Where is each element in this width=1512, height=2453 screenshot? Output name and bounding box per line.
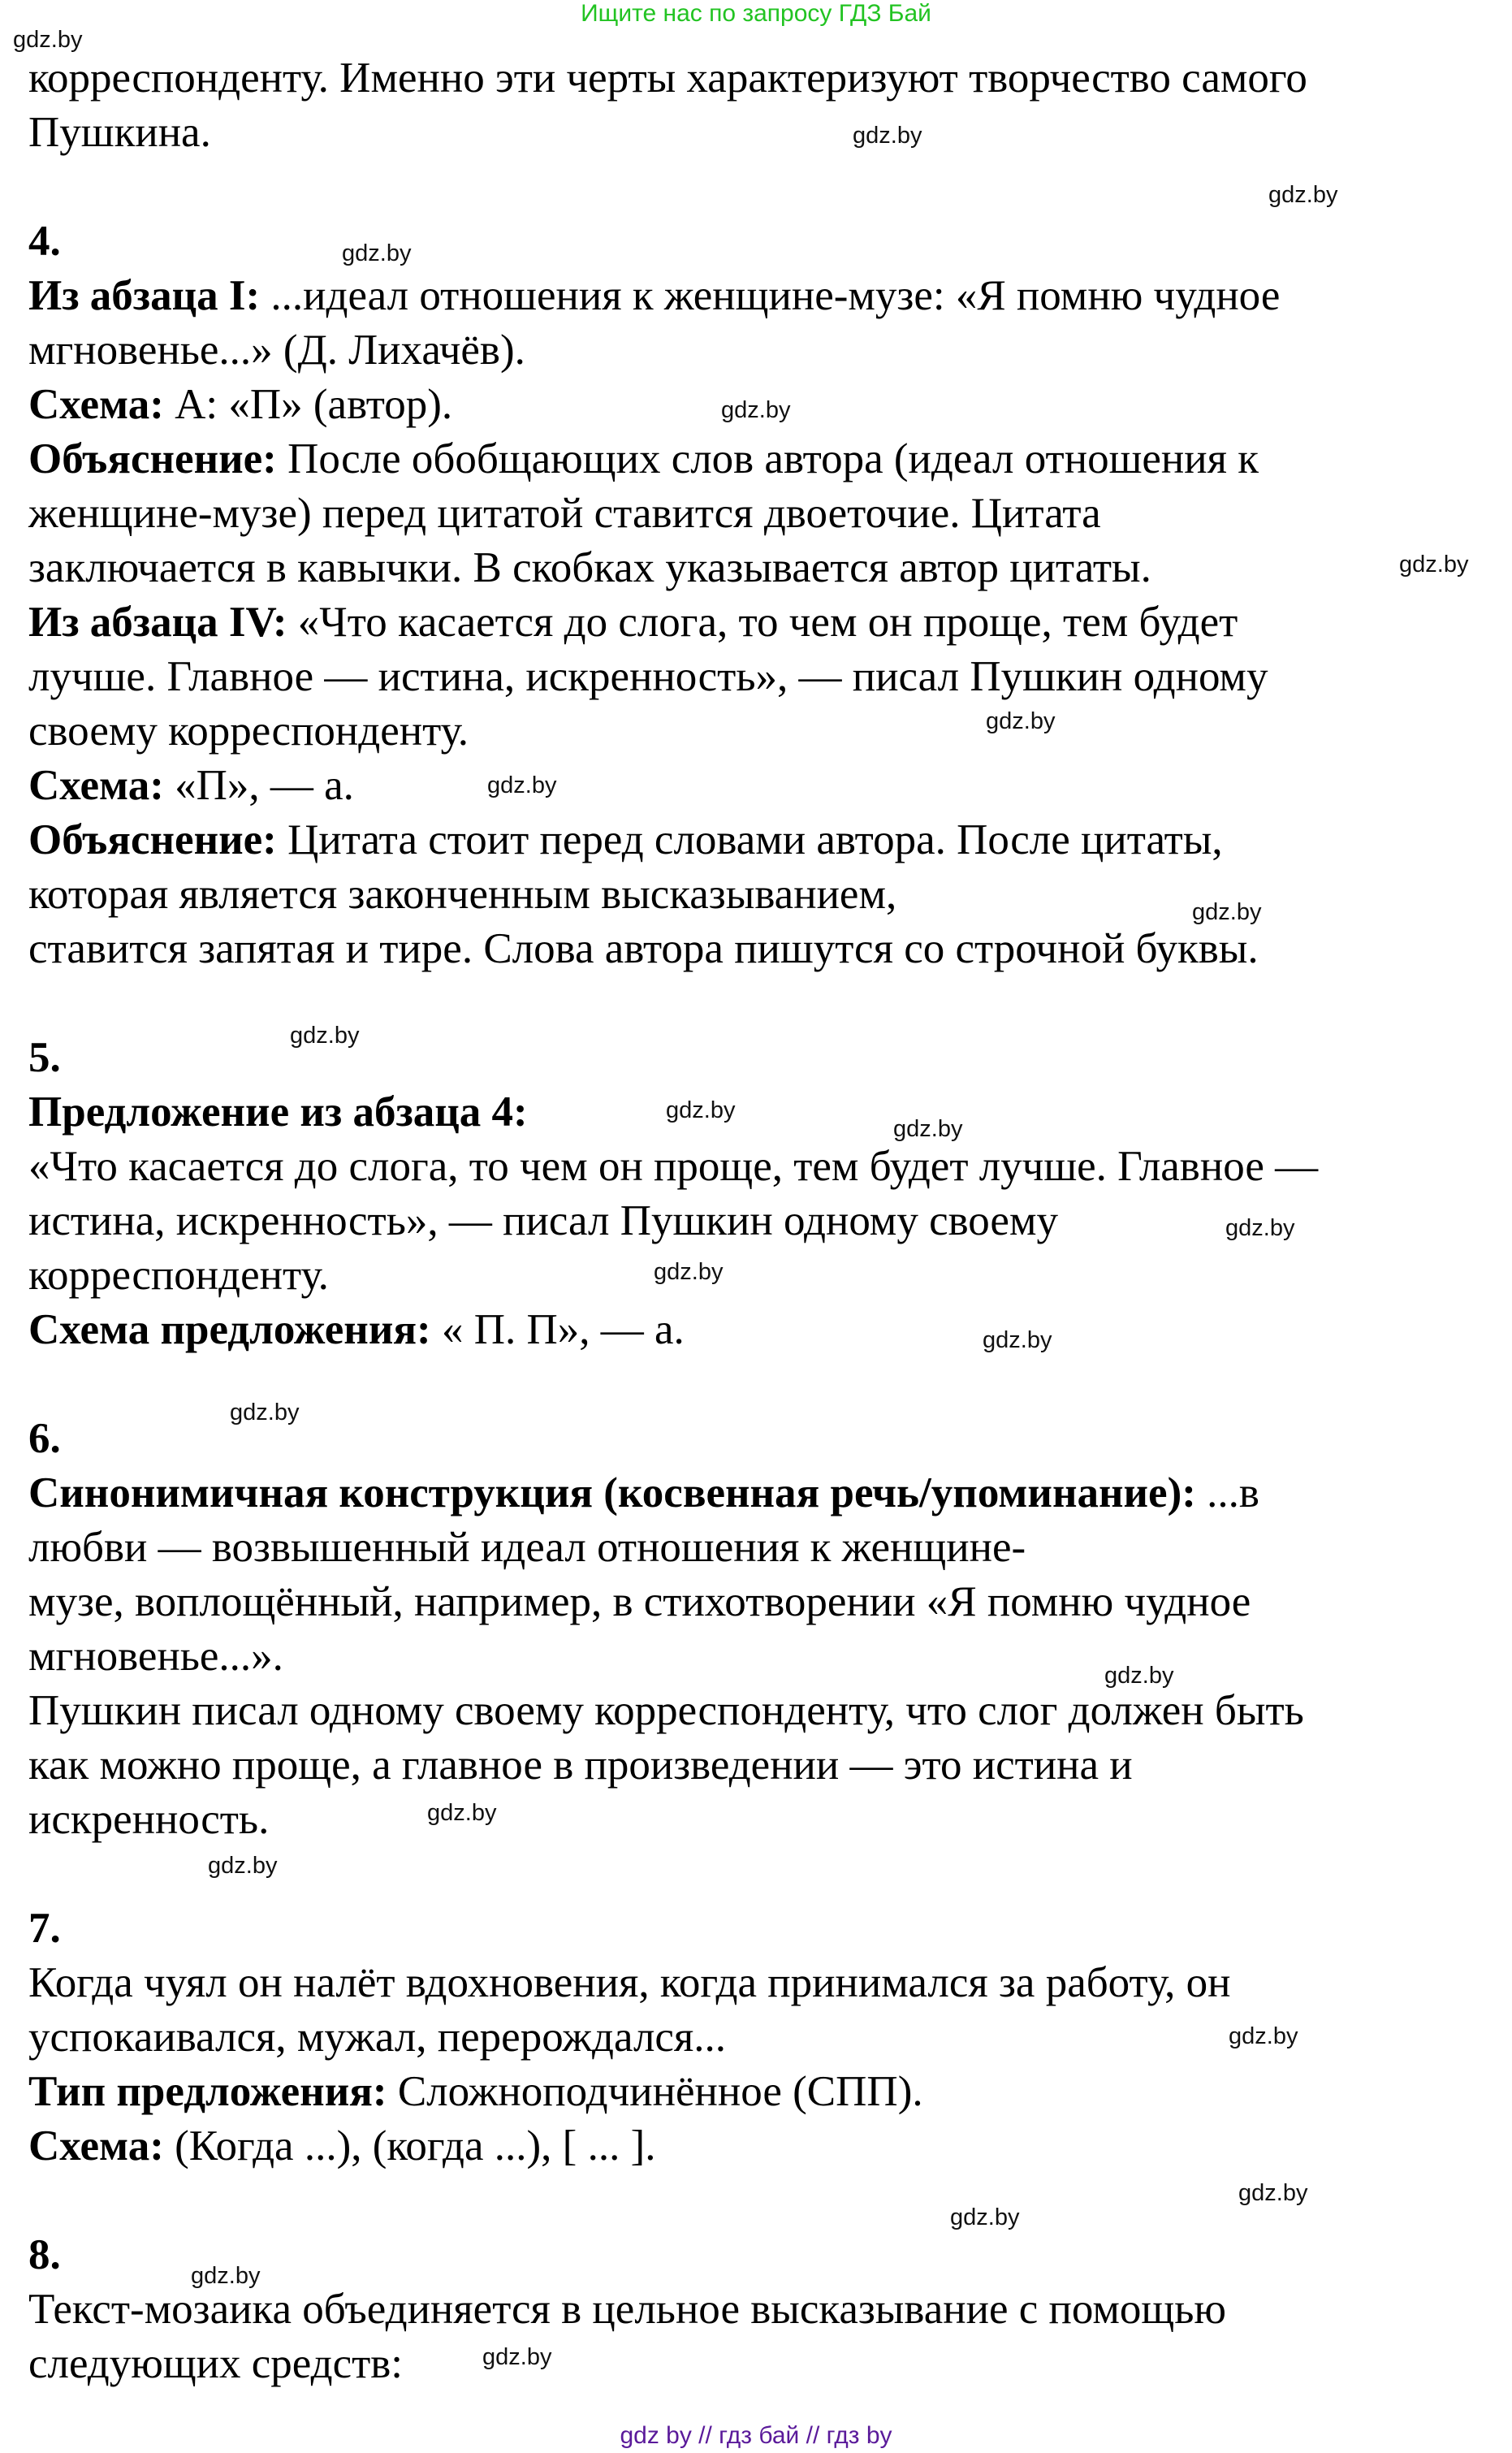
- text-segment: любви — возвышенный идеал отношения к женщине-: [28, 1524, 1026, 1571]
- watermark-text: gdz.by: [1238, 2180, 1308, 2206]
- watermark-text: gdz.by: [191, 2263, 261, 2289]
- text-segment: После обобщающих слов автора (идеал отношения к: [276, 435, 1259, 482]
- bold-label: Схема предложения:: [28, 1306, 431, 1353]
- bold-label: Объяснение:: [28, 816, 277, 863]
- text-line: [28, 1196, 1318, 1251]
- text-segment: « П. П», — а.: [430, 1306, 685, 1353]
- bold-label: 7.: [28, 1905, 61, 1952]
- text-line: [28, 162, 1318, 217]
- watermark-text: gdz.by: [1104, 1663, 1174, 1689]
- text-segment: Текст-мозаика объединяется в цельное высказывание с помощью: [28, 2286, 1226, 2333]
- bold-label: Из абзаца IV:: [28, 599, 287, 646]
- text-segment: (Когда ...), (когда ...), [ ... ].: [163, 2122, 656, 2170]
- text-segment: ставится запятая и тире. Слова автора пишутся со строчной буквы.: [28, 925, 1259, 972]
- text-line: [28, 271, 1318, 326]
- text-segment: истина, искренность», — писал Пушкин одному своему: [28, 1197, 1058, 1244]
- watermark-text: gdz.by: [666, 1097, 736, 1123]
- text-line: [28, 924, 1318, 979]
- bold-label: 4.: [28, 218, 61, 265]
- watermark-text: gdz.by: [342, 240, 412, 266]
- watermark-text: gdz.by: [1192, 899, 1262, 925]
- bold-label: Синонимичная конструкция (косвенная речь/упоминание):: [28, 1469, 1196, 1516]
- text-segment: которая является законченным высказыванием,: [28, 871, 897, 918]
- footer-links[interactable]: gdz by // гдз бай // гдз by: [620, 2422, 892, 2449]
- document-body: [28, 54, 1318, 2394]
- text-line: [28, 1469, 1318, 1523]
- text-segment: А: «П» (автор).: [163, 381, 453, 428]
- text-segment: «Что касается до слога, то чем он проще, тем будет: [287, 599, 1238, 646]
- text-line: [28, 1904, 1318, 1958]
- text-line: [28, 108, 1318, 162]
- text-line: [28, 2339, 1318, 2394]
- text-line: [28, 979, 1318, 1033]
- text-line: [28, 1033, 1318, 1088]
- text-segment: «П», — а.: [163, 762, 354, 809]
- text-segment: корреспонденту.: [28, 1252, 329, 1299]
- text-line: [28, 380, 1318, 435]
- text-segment: заключается в кавычки. В скобках указывается автор цитаты.: [28, 544, 1151, 591]
- bold-label: Схема:: [28, 2122, 164, 2170]
- bold-label: Из абзаца I:: [28, 272, 261, 319]
- text-line: [28, 1305, 1318, 1360]
- text-segment: успокаивался, мужал, перерождался...: [28, 2014, 727, 2061]
- text-line: [28, 2176, 1318, 2230]
- text-line: [28, 1795, 1318, 1849]
- text-segment: женщине-музе) перед цитатой ставится двоеточие. Цитата: [28, 490, 1101, 537]
- text-line: [28, 1686, 1318, 1741]
- watermark-text: gdz.by: [983, 1327, 1052, 1353]
- text-line: [28, 2013, 1318, 2067]
- text-segment: музе, воплощённый, например, в стихотворении «Я помню чудное: [28, 1578, 1251, 1625]
- text-segment: Сложноподчинённое (СПП).: [387, 2068, 923, 2115]
- text-line: [28, 816, 1318, 870]
- watermark-text: gdz.by: [721, 397, 791, 423]
- bold-label: Схема:: [28, 762, 164, 809]
- bold-label: Предложение из абзаца 4:: [28, 1088, 528, 1136]
- text-segment: корреспонденту. Именно эти черты характеризуют творчество самого: [28, 54, 1307, 102]
- watermark-text: gdz.by: [1225, 1215, 1295, 1241]
- text-line: [28, 870, 1318, 924]
- text-line: [28, 1958, 1318, 2013]
- watermark-text: gdz.by: [13, 27, 83, 53]
- watermark-text: gdz.by: [482, 2344, 552, 2370]
- watermark-text: gdz.by: [230, 1400, 300, 1426]
- bold-label: 8.: [28, 2231, 61, 2278]
- text-line: [28, 1523, 1318, 1577]
- text-line: [28, 2067, 1318, 2122]
- text-line: [28, 217, 1318, 271]
- watermark-text: gdz.by: [950, 2204, 1020, 2230]
- watermark-text: gdz.by: [986, 708, 1056, 734]
- text-line: [28, 761, 1318, 816]
- text-segment: Когда чуял он налёт вдохновения, когда принимался за работу, он: [28, 1959, 1231, 2006]
- text-line: [28, 543, 1318, 598]
- text-line: [28, 326, 1318, 380]
- text-line: [28, 598, 1318, 652]
- text-segment: мгновенье...».: [28, 1633, 283, 1680]
- text-segment: Цитата стоит перед словами автора. После цитаты,: [276, 816, 1223, 863]
- text-line: [28, 1360, 1318, 1414]
- watermark-text: gdz.by: [654, 1259, 724, 1285]
- watermark-text: gdz.by: [1229, 2023, 1298, 2049]
- bold-label: Тип предложения:: [28, 2068, 387, 2115]
- text-segment: искренность.: [28, 1796, 270, 1843]
- text-line: [28, 2285, 1318, 2339]
- bold-label: 6.: [28, 1415, 61, 1462]
- text-segment: своему корреспонденту.: [28, 707, 469, 755]
- watermark-text: gdz.by: [290, 1023, 360, 1049]
- watermark-text: gdz.by: [208, 1853, 278, 1879]
- text-segment: «Что касается до слога, то чем он проще, тем будет лучше. Главное —: [28, 1143, 1319, 1190]
- text-segment: Пушкин писал одному своему корреспонденту, что слог должен быть: [28, 1687, 1304, 1734]
- watermark-text: gdz.by: [853, 123, 922, 149]
- text-segment: следующих средств:: [28, 2340, 404, 2387]
- text-segment: ...в: [1195, 1469, 1259, 1516]
- watermark-text: gdz.by: [1399, 552, 1469, 578]
- text-line: [28, 54, 1318, 108]
- bold-label: 5.: [28, 1034, 61, 1081]
- watermark-text: gdz.by: [427, 1800, 497, 1826]
- text-line: [28, 1577, 1318, 1632]
- text-line: [28, 435, 1318, 489]
- watermark-text: gdz.by: [1268, 182, 1338, 208]
- text-segment: ...идеал отношения к женщине-музе: «Я помню чудное: [260, 272, 1281, 319]
- text-line: [28, 1142, 1318, 1196]
- bold-label: Объяснение:: [28, 435, 277, 482]
- text-line: [28, 652, 1318, 707]
- text-segment: как можно проще, а главное в произведении — это истина и: [28, 1741, 1133, 1789]
- text-line: [28, 489, 1318, 543]
- text-segment: мгновенье...» (Д. Лихачёв).: [28, 327, 525, 374]
- text-segment: лучше. Главное — истина, искренность», — писал Пушкин одному: [28, 653, 1268, 700]
- text-line: [28, 2122, 1318, 2176]
- text-line: [28, 707, 1318, 761]
- watermark-text: gdz.by: [893, 1116, 963, 1142]
- text-line: [28, 1741, 1318, 1795]
- search-banner: Ищите нас по запросу ГДЗ Бай: [581, 0, 931, 27]
- text-segment: Пушкина.: [28, 109, 211, 156]
- bold-label: Схема:: [28, 381, 164, 428]
- watermark-text: gdz.by: [487, 772, 557, 798]
- text-line: [28, 1414, 1318, 1469]
